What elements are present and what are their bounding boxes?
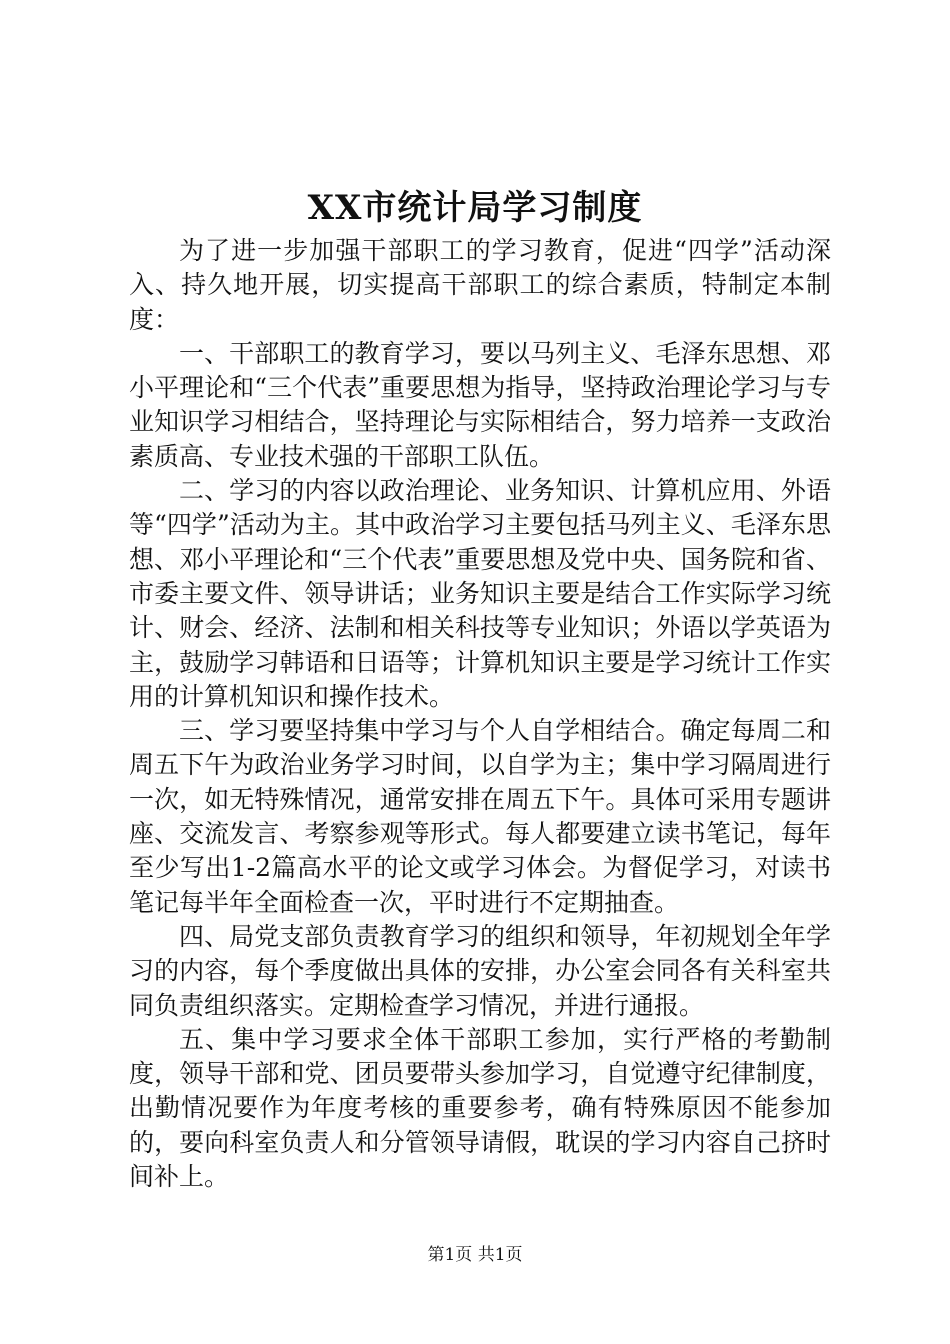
document-title: XX市统计局学习制度	[307, 188, 643, 228]
article-3-paragraph: 三、学习要坚持集中学习与个人自学相结合。确定每周二和周五下午为政治业务学习时间，以自学为主；集中学习隔周进行一次，如无特殊情况，通常安排在周五下午。具体可采用专题讲座、交流发言、考察参观等形式。每人都要建立读书笔记，每年至少写出1-2篇高水平的论文或学习体会。为督促学习，对读书笔记每半年全面检查一次，平时进行不定期抽查。	[129, 716, 831, 917]
article-1-paragraph: 一、干部职工的教育学习，要以马列主义、毛泽东思想、邓小平理论和“三个代表”重要思想为指导，坚持政治理论学习与专业知识学习相结合，坚持理论与实际相结合，努力培养一支政治素质高、专业技术强的干部职工队伍。	[129, 338, 831, 471]
article-4-paragraph: 四、局党支部负责教育学习的组织和领导，年初规划全年学习的内容，每个季度做出具体的安排，办公室会同各有关科室共同负责组织落实。定期检查学习情况，并进行通报。	[129, 921, 831, 1020]
page-number-footer: 第1页 共1页	[427, 1245, 523, 1265]
article-5-paragraph: 五、集中学习要求全体干部职工参加，实行严格的考勤制度，领导干部和党、团员要带头参加学习，自觉遵守纪律制度，出勤情况要作为年度考核的重要参考，确有特殊原因不能参加的，要向科室负责人和分管领导请假，耽误的学习内容自己挤时间补上。	[129, 1024, 831, 1192]
document-body	[129, 234, 831, 1194]
article-2-paragraph: 二、学习的内容以政治理论、业务知识、计算机应用、外语等“四学”活动为主。其中政治学习主要包括马列主义、毛泽东思想、邓小平理论和“三个代表”重要思想及党中央、国务院和省、市委主要文件、领导讲话；业务知识主要是结合工作实际学习统计、财会、经济、法制和相关科技等专业知识；外语以学英语为主，鼓励学习韩语和日语等；计算机知识主要是学习统计工作实用的计算机知识和操作技术。	[129, 476, 831, 711]
intro-paragraph: 为了进一步加强干部职工的学习教育，促进“四学”活动深入、持久地开展，切实提高干部职工的综合素质，特制定本制度：	[129, 236, 831, 334]
